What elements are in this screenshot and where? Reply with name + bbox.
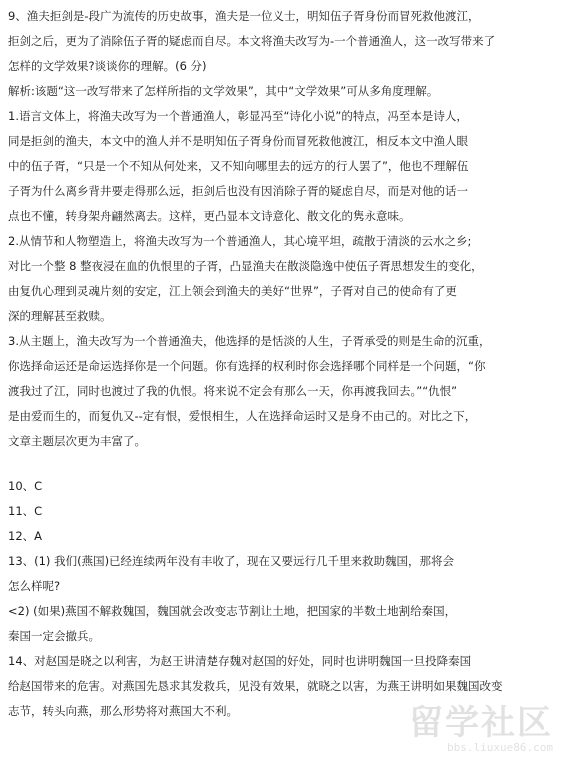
document-line: 对比一个整 8 整夜浸在血的仇恨里的子胥，凸显渔夫在散淡隐逸中使伍子胥思想发生的变化， bbox=[8, 259, 483, 273]
document-line: 志节，转头向燕，那么形势将对燕国大不利。 bbox=[8, 704, 238, 718]
document-line: 11、C bbox=[8, 504, 43, 518]
document-line: 你选择命运还是命运选择你是一个问题。你有选择的权利时你会选择哪个同样是一个问题，“你 bbox=[8, 359, 486, 373]
document-line: 14、对赵国是晓之以利害，为赵王讲清楚存魏对赵国的好处，同时也讲明魏国一旦投降秦国 bbox=[8, 654, 472, 668]
document-line: 拒剑之后，更为了消除伍子胥的疑虑而自尽。本文将渔夫改写为-一个普通渔人，这一改写带来了 bbox=[8, 34, 496, 48]
document-line: 9、渔夫拒剑是-段广为流传的历史故事，渔夫是一位义士，明知伍子胥身份而冒死救他渡江， bbox=[8, 9, 480, 23]
document-line: 给赵国带来的危害。对燕国先恳求其发救兵，见没有效果，就晓之以害，为燕王讲明如果魏国改变 bbox=[8, 679, 503, 693]
document-line: 是由爱而生的，而复仇又--定有恨，爱恨相生，人在选择命运时又是身不由己的。对比之下， bbox=[8, 409, 477, 423]
document-line: 1.语言文体上，将渔夫改写为一个普通渔人，彰显冯至“诗化小说”的特点，冯至本是诗人， bbox=[8, 109, 468, 123]
document-line: <2) (如果)燕国不解救魏国，魏国就会改变志节割让土地，把国家的半数土地割给秦国， bbox=[8, 604, 457, 618]
document-line: 由复仇心理到灵魂片刻的安定，江上领会到渔夫的美好“世界”，子胥对自己的使命有了更 bbox=[8, 284, 457, 298]
document-line: 点也不懂，转身架舟翩然离去。这样，更凸显本文诗意化、散文化的隽永意味。 bbox=[8, 209, 411, 223]
document-line: 深的理解甚至救赎。 bbox=[8, 309, 112, 323]
document-line: 秦国一定会撤兵。 bbox=[8, 629, 100, 643]
document-line: 怎么样呢? bbox=[8, 579, 61, 593]
watermark-brand: 留学社区 bbox=[409, 703, 553, 743]
document-line: 同是拒剑的渔夫，本文中的渔人并不是明知伍子胥身份而冒死救他渡江，相反本文中渔人眼 bbox=[8, 134, 468, 148]
document-line: 12、A bbox=[8, 529, 43, 543]
document-line: 解析:该题“这一改写带来了怎样所指的文学效果”，其中“文学效果”可从多角度理解。 bbox=[8, 84, 439, 98]
document-line: 子胥为什么离乡背井要走得那么远，拒剑后也没有因消除子胥的疑虑自尽，而是对他的话一 bbox=[8, 184, 468, 198]
document-line: 3.从主题上，渔夫改写为一个普通渔夫，他选择的是恬淡的人生，子胥承受的则是生命的沉重， bbox=[8, 334, 491, 348]
site-watermark-logo bbox=[403, 705, 553, 757]
document-line: 2.从情节和人物塑造上，将渔夫改写为一个普通渔人，其心境平坦，疏散于清淡的云水之乡; bbox=[8, 234, 472, 248]
document-line: 渡我过了江，同时也渡过了我的仇恨。将来说不定会有那么一天，你再渡我回去。”“仇恨” bbox=[8, 384, 458, 398]
watermark-url: bbs.liuxue86.com bbox=[447, 741, 553, 754]
document-line: 怎样的文学效果?谈谈你的理解。(6 分) bbox=[8, 59, 207, 73]
document-line: 13、(1) 我们(燕国)已经连续两年没有丰收了，现在又要远行几千里来救助魏国，那将会 bbox=[8, 554, 455, 568]
document-line: 中的伍子胥，“只是一个不知从何处来，又不知向哪里去的远方的行人罢了”，他也不理解伍 bbox=[8, 159, 469, 173]
document-line: 10、C bbox=[8, 479, 43, 493]
document-line: 文章主题层次更为丰富了。 bbox=[8, 434, 146, 448]
